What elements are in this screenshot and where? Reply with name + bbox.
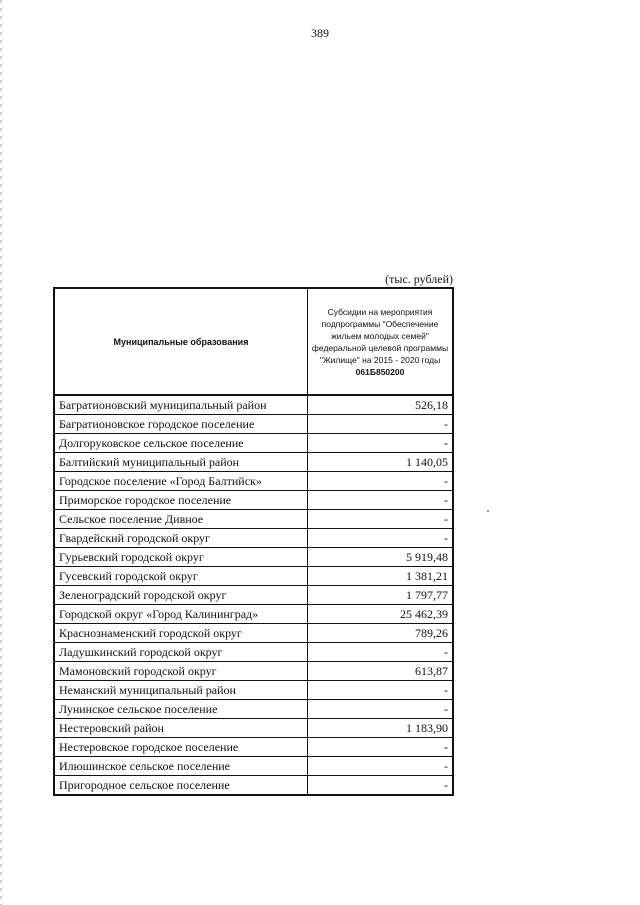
- municipality-name: Сельское поселение Дивное: [54, 510, 308, 529]
- municipality-name: Долгоруковское сельское поселение: [54, 434, 308, 453]
- subsidy-value: 1 797,77: [308, 586, 454, 605]
- municipality-name: Балтийский муниципальный район: [54, 453, 308, 472]
- table-row: [54, 662, 453, 681]
- subsidy-value: -: [308, 434, 454, 453]
- municipality-name: Гурьевский городской округ: [54, 548, 308, 567]
- municipality-name: Городской округ «Город Калининград»: [54, 605, 308, 624]
- municipality-name: Нестеровское городское поселение: [54, 738, 308, 757]
- table-row: [54, 757, 453, 776]
- table-row: [54, 567, 453, 586]
- subsidy-value: -: [308, 776, 454, 796]
- column-header-code: 061Б850200: [355, 366, 405, 377]
- subsidy-value: -: [308, 415, 454, 434]
- table-row: [54, 472, 453, 491]
- subsidy-value: -: [308, 510, 454, 529]
- table-row: [54, 624, 453, 643]
- scan-speck: [487, 510, 489, 512]
- subsidy-value: 25 462,39: [308, 605, 454, 624]
- municipality-name: Илюшинское сельское поселение: [54, 757, 308, 776]
- page-number: 389: [311, 26, 329, 40]
- table-row: [54, 586, 453, 605]
- municipality-name: Неманский муниципальный район: [54, 681, 308, 700]
- table-row: [54, 529, 453, 548]
- table-row: [54, 434, 453, 453]
- column-header-value: [308, 288, 454, 395]
- scan-edge: [0, 0, 2, 905]
- table-row: [54, 738, 453, 757]
- subsidy-value: -: [308, 643, 454, 662]
- table-row: [54, 491, 453, 510]
- municipality-name: Приморское городское поселение: [54, 491, 308, 510]
- table-row: [54, 700, 453, 719]
- subsidy-value: 526,18: [308, 395, 454, 415]
- subsidy-value: 789,26: [308, 624, 454, 643]
- subsidy-value: 613,87: [308, 662, 454, 681]
- table-row: [54, 643, 453, 662]
- table-row: [54, 453, 453, 472]
- subsidy-table: [53, 287, 454, 796]
- table-row: [54, 395, 453, 415]
- municipality-name: Ладушкинский городской округ: [54, 643, 308, 662]
- subsidy-value: -: [308, 681, 454, 700]
- subsidy-value: 1 140,05: [308, 453, 454, 472]
- municipality-name: Гвардейский городской округ: [54, 529, 308, 548]
- units-label: (тыс. рублей): [385, 272, 453, 286]
- subsidy-value: 5 919,48: [308, 548, 454, 567]
- municipality-name: Багратионовский муниципальный район: [54, 395, 308, 415]
- municipality-name: Багратионовское городское поселение: [54, 415, 308, 434]
- table-row: [54, 510, 453, 529]
- subsidy-value: -: [308, 529, 454, 548]
- table-row: [54, 548, 453, 567]
- municipality-name: Гусевский городской округ: [54, 567, 308, 586]
- subsidy-value: -: [308, 491, 454, 510]
- municipality-name: Мамоновский городской округ: [54, 662, 308, 681]
- subsidy-value: 1 183,90: [308, 719, 454, 738]
- subsidy-value: -: [308, 738, 454, 757]
- table-row: [54, 776, 453, 796]
- table-row: [54, 719, 453, 738]
- municipality-name: Городское поселение «Город Балтийск»: [54, 472, 308, 491]
- column-header-name: Муниципальные образования: [54, 288, 308, 395]
- municipality-name: Зеленоградский городской округ: [54, 586, 308, 605]
- subsidy-value: -: [308, 700, 454, 719]
- table-row: [54, 605, 453, 624]
- table-header-row: [54, 288, 453, 395]
- column-header-value-text: Субсидии на мероприятия подпрограммы "Обеспечение жильем молодых семей" федеральной целевой программы "Жилище" на 2015 - 2020 годы: [311, 306, 449, 365]
- table-row: [54, 681, 453, 700]
- subsidy-value: -: [308, 757, 454, 776]
- municipality-name: Лунинское сельское поселение: [54, 700, 308, 719]
- municipality-name: Нестеровский район: [54, 719, 308, 738]
- subsidy-value: -: [308, 472, 454, 491]
- subsidy-value: 1 381,21: [308, 567, 454, 586]
- table-body: [54, 395, 453, 795]
- municipality-name: Пригородное сельское поселение: [54, 776, 308, 796]
- municipality-name: Краснознаменский городской округ: [54, 624, 308, 643]
- table-row: [54, 415, 453, 434]
